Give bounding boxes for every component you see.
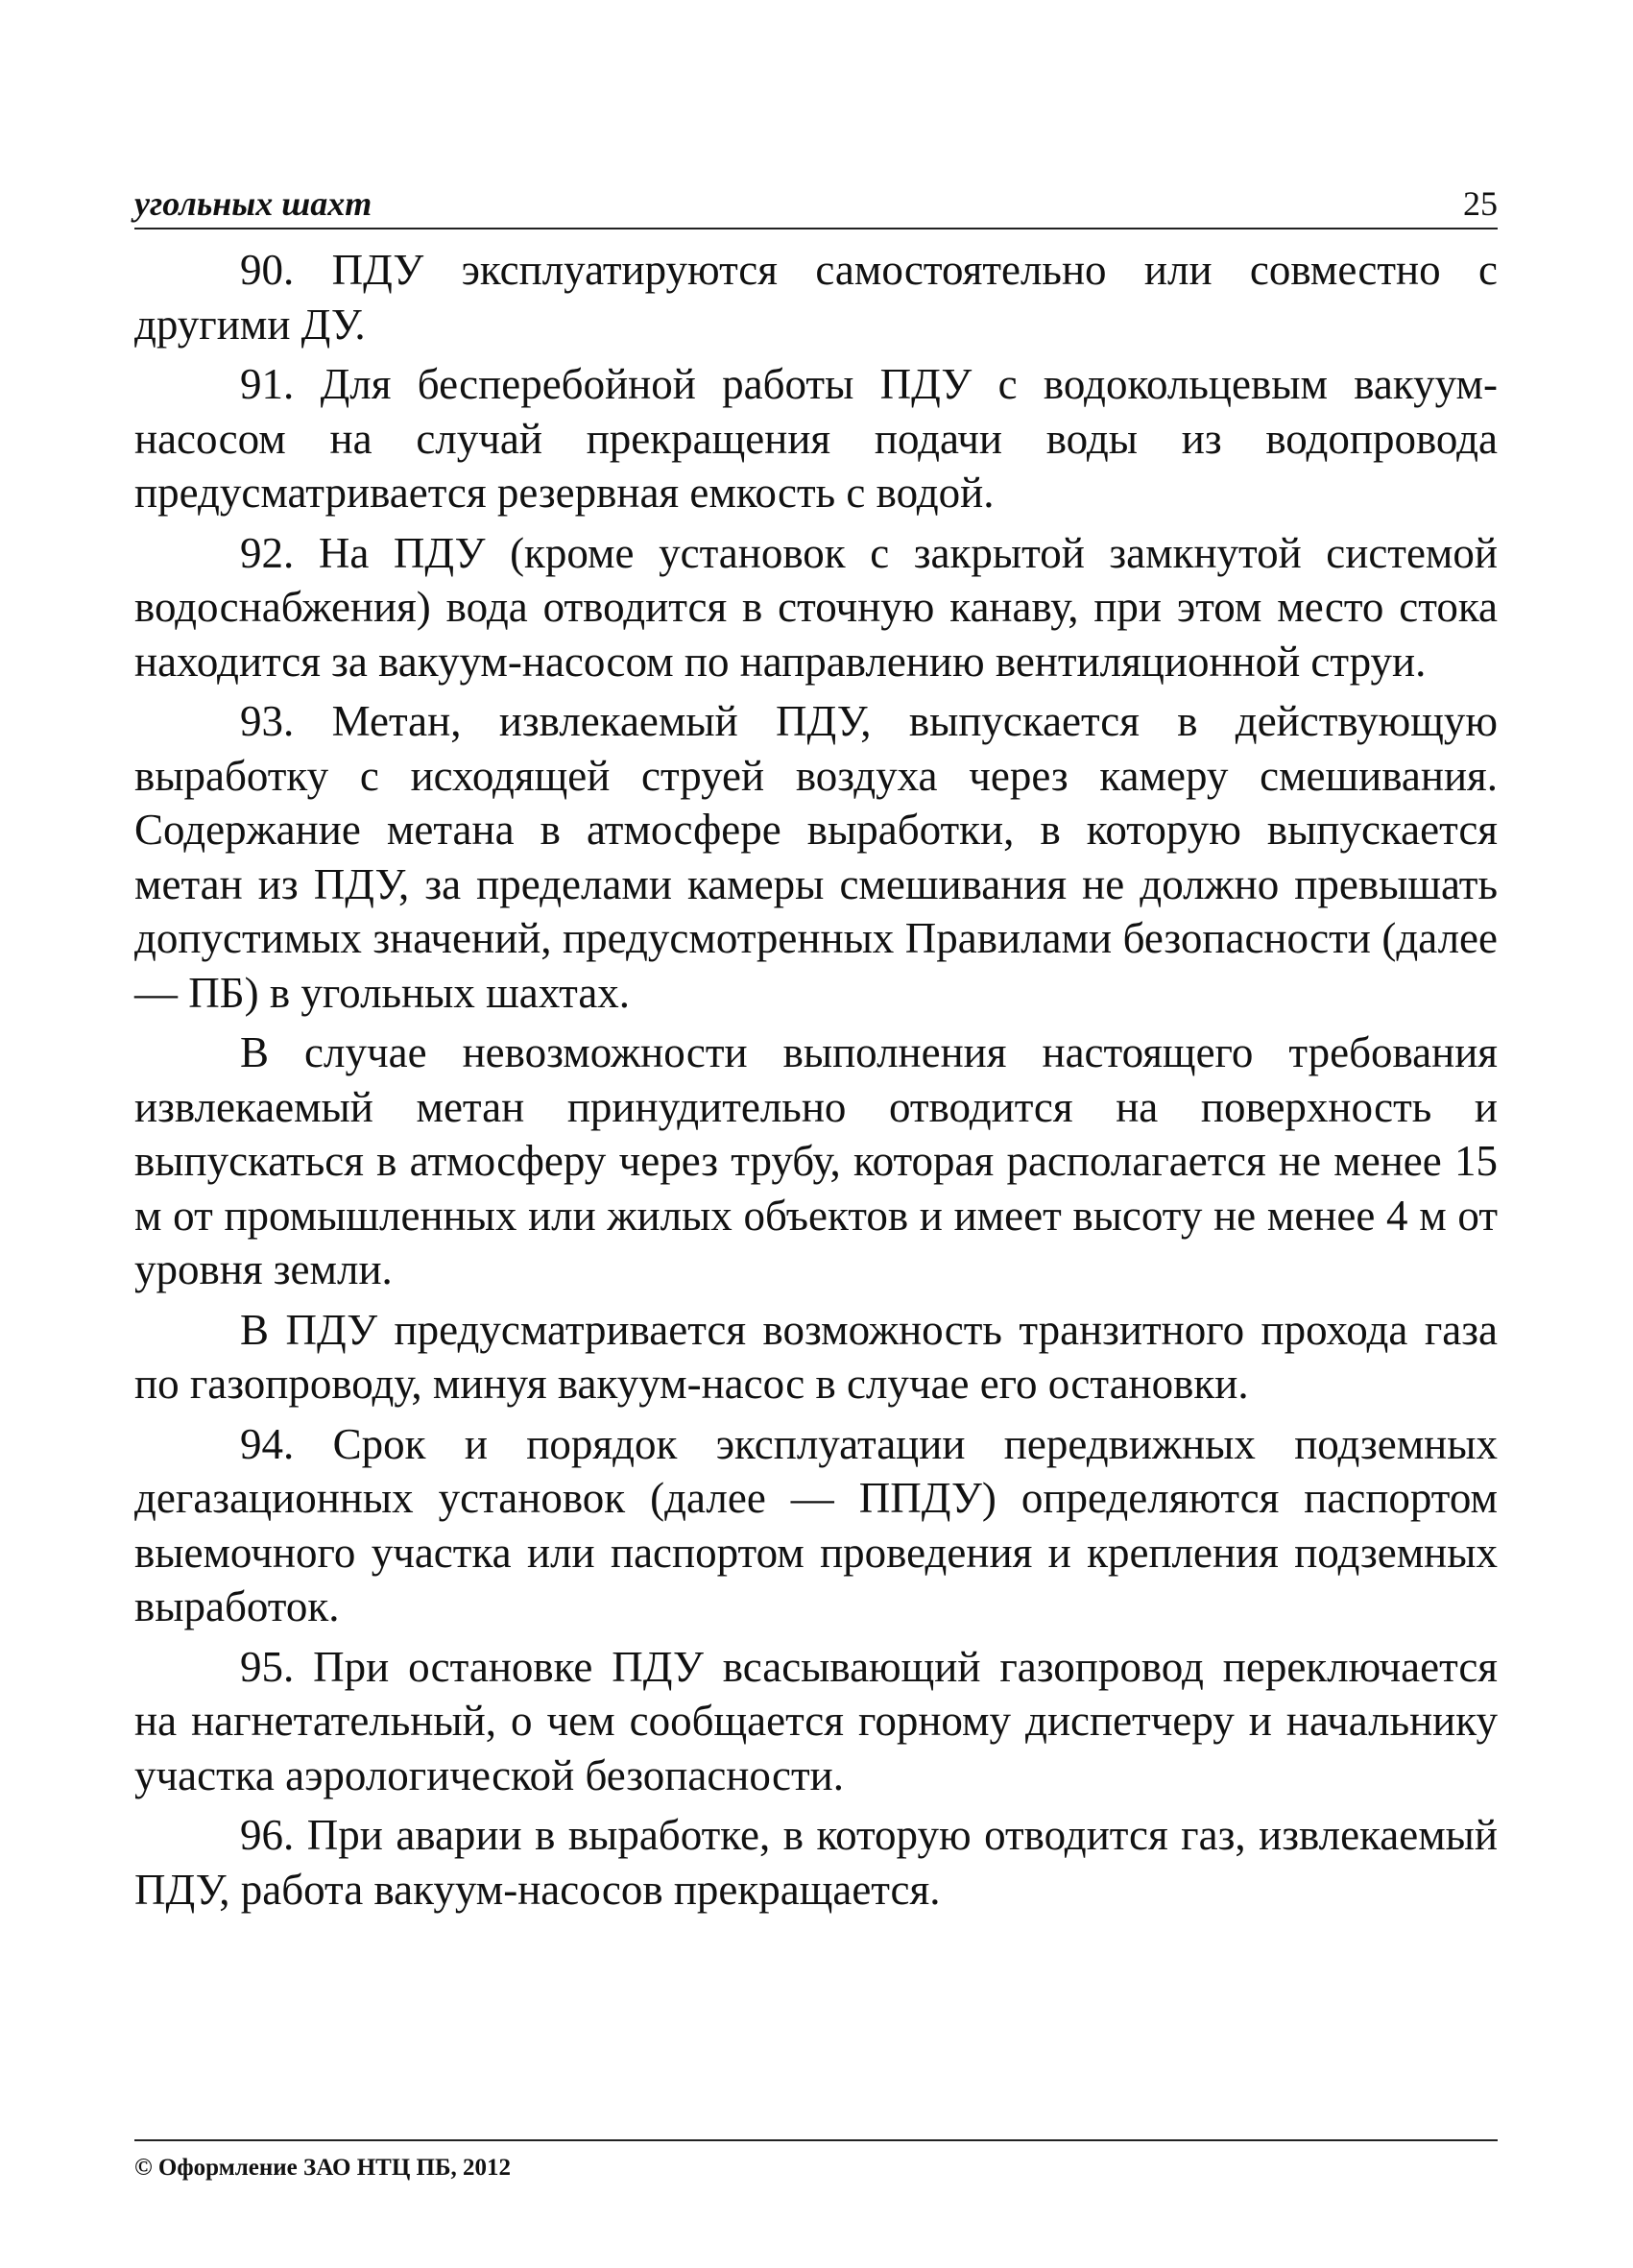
page-footer <box>134 2139 1498 2182</box>
paragraph-93-continuation-2: В ПДУ предусматривается возможность транзитного прохода газа по газопроводу, минуя вакуум-насос в случае его остановки. <box>134 1305 1498 1408</box>
running-header <box>134 178 1498 229</box>
copyright-notice: © Оформление ЗАО НТЦ ПБ, 2012 <box>134 2155 511 2181</box>
document-page <box>134 178 1498 1922</box>
paragraph-92: 92. На ПДУ (кроме установок с закрытой замкнутой системой водоснабжения) вода отводится в сточную канаву, при этом место стока находится за вакуум-насосом по направлению вентиляционной струи. <box>134 528 1498 686</box>
paragraph-95: 95. При остановке ПДУ всасывающий газопровод переключается на нагнетательный, о чем сообщается горному диспетчеру и начальнику участка аэрологической безопасности. <box>134 1642 1498 1799</box>
paragraph-90: 90. ПДУ эксплуатируются самостоятельно или совместно с другими ДУ. <box>134 246 1498 349</box>
paragraph-96: 96. При аварии в выработке, в которую отводится газ, извлекаемый ПДУ, работа вакуум-насосов прекращается. <box>134 1811 1498 1914</box>
body-text <box>134 243 1498 1917</box>
paragraph-93: 93. Метан, извлекаемый ПДУ, выпускается в действующую выработку с исходящей струей воздуха через камеру смешивания. Содержание метана в атмосфере выработки, в которую выпускается метан из ПДУ, за пределами камеры смешивания не должно превышать допустимых значений, предусмотренных Правилами безопасности (далее — ПБ) в угольных шахтах. <box>134 697 1498 1017</box>
running-header-section-title: угольных шахт <box>134 184 372 223</box>
paragraph-93-continuation-1: В случае невозможности выполнения настоящего требования извлекаемый метан принудительно отводится на поверхность и выпускаться в атмосферу через трубу, которая располагается не менее 15 м от промышленных или жилых объектов и имеет высоту не менее 4 м от уровня земли. <box>134 1028 1498 1293</box>
page-number: 25 <box>1463 184 1498 223</box>
paragraph-91: 91. Для бесперебойной работы ПДУ с водокольцевым вакуум-насосом на случай прекращения подачи воды из водопровода предусматривается резервная емкость с водой. <box>134 360 1498 517</box>
paragraph-94: 94. Срок и порядок эксплуатации передвижных подземных дегазационных установок (далее — ППДУ) определяются паспортом выемочного участка или паспортом проведения и крепления подземных выработок. <box>134 1419 1498 1630</box>
